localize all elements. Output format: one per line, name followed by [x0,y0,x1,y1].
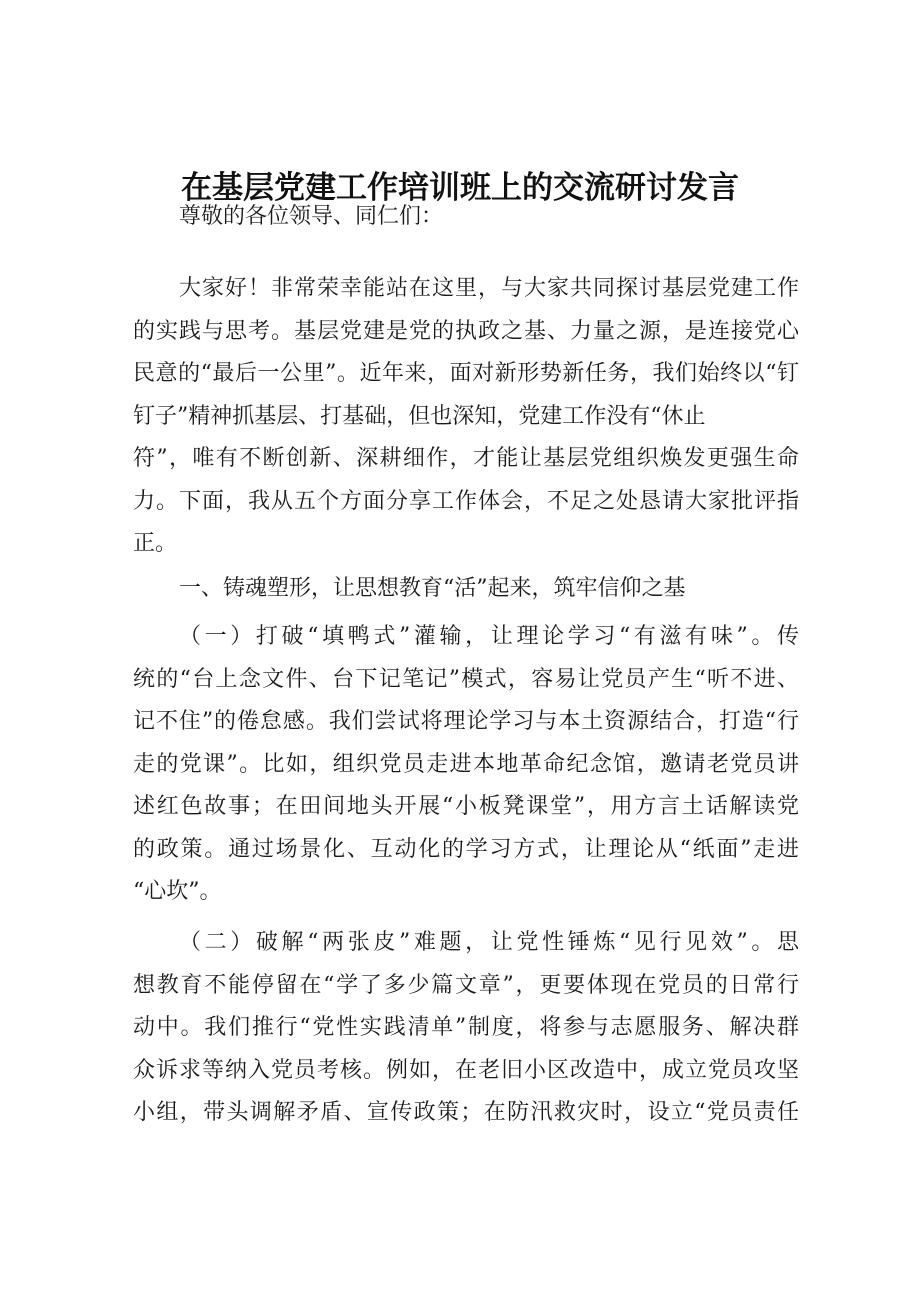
paragraph-line: （二）破解“两张皮”难题，让党性锤炼“见行见效”。思 [179,930,799,955]
paragraph-subsection-2 [133,922,799,1135]
paragraph-line: 力。下面，我从五个方面分享工作体会，不足之处恳请大家批评指 [133,488,799,514]
paragraph-line: 统的“台上念文件、台下记笔记”模式，容易让党员产生“听不进、 [133,666,799,692]
paragraph-line: 正。 [133,531,178,556]
paragraph-line: 民意的“最后一公里”。近年来，面对新形势新任务，我们始终以“钉 [133,361,799,386]
paragraph-line: 想教育不能停留在“学了多少篇文章”，更要体现在党员的日常行 [133,972,799,998]
paragraph-line: 记不住”的倦怠感。我们尝试将理论学习与本土资源结合，打造“行 [133,709,799,734]
paragraph-line: 众诉求等纳入党员考核。例如，在老旧小区改造中，成立党员攻坚 [133,1057,799,1083]
salutation [133,196,799,239]
paragraph-line: 大家好！非常荣幸能站在这里，与大家共同探讨基层党建工作 [179,276,799,301]
paragraph-line: “心坎”。 [133,879,222,904]
section-heading-line: 一、铸魂塑形，让思想教育“活”起来，筑牢信仰之基 [179,576,686,601]
document-title: 在基层党建工作培训班上的交流研讨发言 [181,170,739,206]
paragraph-line: （一）打破“填鸭式”灌输，让理论学习“有滋有味”。传 [179,624,799,649]
paragraph-line: 的实践与思考。基层党建是党的执政之基、力量之源，是连接党心 [133,318,799,344]
paragraph-line: 述红色故事；在田间地头开展“小板凳课堂”，用方言土话解读党 [133,794,799,819]
paragraph-line: 的政策。通过场景化、互动化的学习方式，让理论从“纸面”走进 [133,836,799,862]
section-heading-1 [133,568,799,611]
paragraph-line: 符”，唯有不断创新、深耕细作，才能让基层党组织焕发更强生命 [133,446,799,471]
paragraph-line: 小组，带头调解矛盾、宣传政策；在防汛救灾时，设立“党员责任 [133,1100,799,1125]
paragraph-line: 走的党课”。比如，组织党员走进本地革命纪念馆，邀请老党员讲 [133,751,799,777]
paragraph-subsection-1 [133,616,799,914]
paragraph-line: 动中。我们推行“党性实践清单”制度，将参与志愿服务、解决群 [133,1015,799,1040]
paragraph-opening [133,268,799,566]
salutation-line: 尊敬的各位领导、同仁们： [179,204,444,229]
paragraph-line: 钉子”精神抓基层、打基础，但也深知，党建工作没有“休止 [133,403,706,429]
